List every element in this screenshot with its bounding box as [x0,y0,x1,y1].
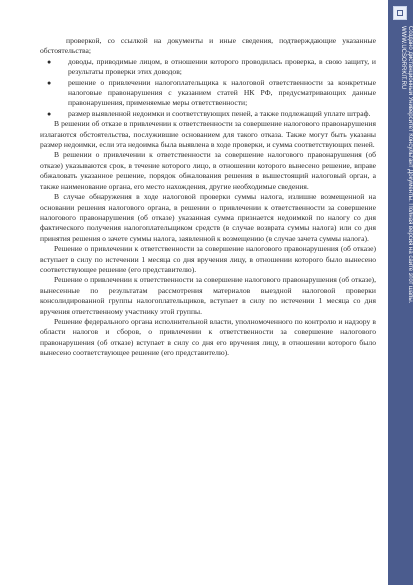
list-item-text: размер выявленной недоимки и соответствующих пеней, а также подлежащий уплате штраф. [68,108,371,118]
bullet-icon: ● [47,57,52,66]
list-item-text: доводы, приводимые лицом, в отношении которого проводилась проверка, в свою защиту, и результаты проверки этих доводов; [68,56,376,77]
bullet-icon: ● [47,109,52,118]
sidebar-vertical-text [388,26,413,546]
sidebar-line: Создано дистанционный Университет Консультант Документы. Полная версия на сайте этот шапы. [407,26,413,304]
list-item-text: решение о привлечении налогоплательщика к налоговой ответственности за конкретные налоговые правонарушения с указанием статей НК РФ, предусматривающих данные правонарушения, применяемые меры ответственности; [68,77,376,108]
sidebar-line: WWW.UCSORRKIT.RU [399,26,406,90]
paragraph: Решение федерального органа исполнительной власти, уполномоченного по контролю и надзору в области налогов и сборов, о привлечении к ответственности за совершение налогового правонарушения (об отказе) вступает в силу со дня его вручения лицу, в отношении которого было вынесено соответствующее решение (его представителю). [40,316,376,358]
list-item [40,109,376,119]
paragraph: В решении о привлечении к ответственности за совершение налогового правонарушения (об отказе) указываются срок, в течение которого лицо, в отношении которого вынесено решение, вправе обжаловать указанное решение, порядок обжалования решения в вышестоящий налоговый орган, а также наименование органа, его место нахождения, другие необходимые сведения. [40,150,376,191]
paragraph: В случае обнаружения в ходе налоговой проверки суммы налога, излишне возмещенной на основании решения налогового органа, в решении о привлечении к ответственности за совершение налогового правонарушения (об отказе) указанная сумма признается недоимкой по налогу со дня фактического получения налогоплательщиком средств (в случае возврата суммы налога) или со дня принятия решения о зачете суммы налога, заявленной к возмещению (в случае зачета суммы налога). [40,192,376,243]
bullet-list [40,57,376,119]
watermark-sidebar [388,0,413,585]
document-body [40,36,376,359]
paragraph: Решение о привлечении к ответственности за совершение налогового правонарушения (об отказе) вступает в силу по истечении 1 месяца со дня вручения лицу, в отношении которого было вынесено соответствующее решение (его представителю). [40,244,376,274]
paragraph: В решении об отказе в привлечении к ответственности за совершение налогового правонарушения излагаются обстоятельства, послужившие основанием для такого отказа. Также могут быть указаны размер недоимки, если эта недоимка была выявлена в ходе проверки, и сумма соответствующих пеней. [40,119,376,150]
paragraph: Решение о привлечении к ответственности за совершение налогового правонарушения (об отказе), вынесенные по результатам рассмотрения материалов выездной налоговой проверки консолидированной группы налогоплательщиков, вступает в силу по истечении 1 месяца со дня вручения ответственному участнику этой группы. [40,275,376,316]
list-item [40,57,376,78]
list-item [40,78,376,109]
bullet-icon: ● [47,78,52,87]
logo-icon [393,6,407,20]
continuation-text: проверкой, со ссылкой на документы и иные сведения, подтверждающие указанные обстоятельства; [40,36,376,56]
